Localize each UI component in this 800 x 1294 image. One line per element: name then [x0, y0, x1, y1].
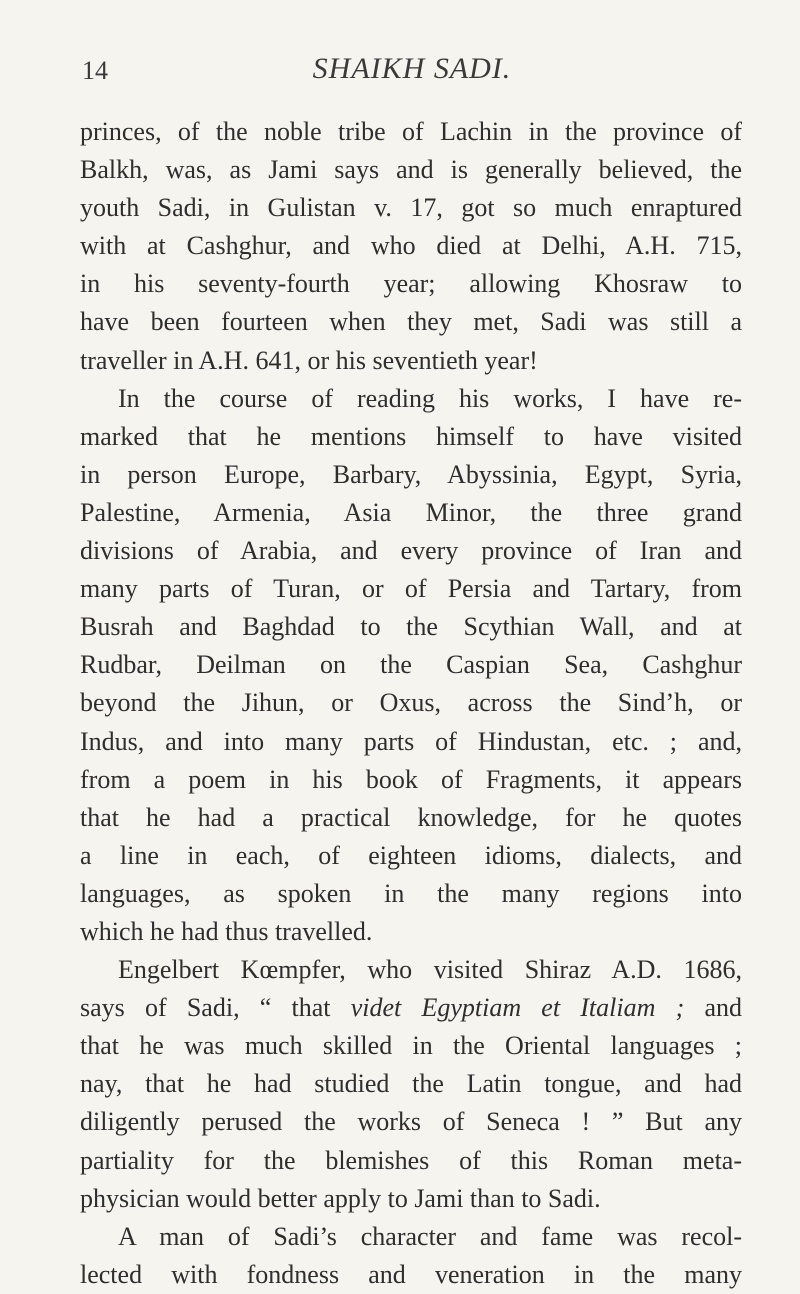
line-pre-text: says of Sadi, “ that	[80, 993, 351, 1023]
text-line: nay, that he had studied the Latin tongue, and had	[80, 1069, 742, 1099]
text-line: have been fourteen when they met, Sadi was still a	[80, 307, 742, 337]
text-line: in person Europe, Barbary, Abyssinia, Egypt, Syria,	[80, 459, 742, 489]
text-line: languages, as spoken in the many regions into	[80, 878, 742, 908]
text-line: princes, of the noble tribe of Lachin in the province of	[80, 117, 742, 146]
text-line: diligently perused the works of Seneca ! ” But any	[80, 1107, 742, 1137]
paragraph-start-line: Engelbert Kœmpfer, who visited Shiraz A.D. 1686,	[118, 955, 742, 985]
text-line: many parts of Turan, or of Persia and Tartary, from	[80, 574, 742, 604]
text-line: that he was much skilled in the Oriental languages ;	[80, 1031, 742, 1061]
text-line: Palestine, Armenia, Asia Minor, the three grand	[80, 497, 742, 527]
text-line: partiality for the blemishes of this Roman meta-	[80, 1145, 742, 1175]
text-line-with-italic	[80, 989, 742, 1027]
text-line: youth Sadi, in Gulistan v. 17, got so much enraptured	[80, 193, 742, 223]
text-line: in his seventy-fourth year; allowing Khosraw to	[80, 269, 742, 299]
text-line: Busrah and Baghdad to the Scythian Wall, and at	[80, 612, 742, 642]
paragraph-start-line: In the course of reading his works, I have re-	[118, 383, 742, 413]
text-line: Indus, and into many parts of Hindustan, etc. ; and,	[80, 726, 742, 756]
text-line: a line in each, of eighteen idioms, dialects, and	[80, 840, 742, 870]
text-line: lected with fondness and veneration in the many	[80, 1259, 742, 1289]
body-text	[80, 113, 742, 1294]
line-post-text: and	[684, 993, 742, 1023]
text-line: divisions of Arabia, and every province of Iran and	[80, 536, 742, 566]
paragraph-start-line: A man of Sadi’s character and fame was recol-	[118, 1221, 742, 1251]
text-line: Balkh, was, as Jami says and is generally believed, the	[80, 155, 742, 185]
latin-quote-italic: videt Egyptiam et Italiam ;	[350, 993, 685, 1023]
text-line: physician would better apply to Jami than to Sadi.	[80, 1183, 601, 1213]
text-line: beyond the Jihun, or Oxus, across the Sind’h, or	[80, 688, 742, 718]
text-line: that he had a practical knowledge, for he quotes	[80, 802, 742, 832]
running-head	[82, 48, 742, 88]
text-line: with at Cashghur, and who died at Delhi, A.H. 715,	[80, 231, 742, 261]
text-line: Rudbar, Deilman on the Caspian Sea, Cashghur	[80, 650, 742, 680]
text-line: which he had thus travelled.	[80, 916, 373, 946]
running-title: SHAIKH SADI.	[312, 52, 512, 85]
page-number: 14	[82, 56, 108, 85]
text-line: from a poem in his book of Fragments, it appears	[80, 764, 742, 794]
text-line: traveller in A.H. 641, or his seventieth year!	[80, 345, 538, 375]
text-line: marked that he mentions himself to have visited	[80, 421, 742, 451]
